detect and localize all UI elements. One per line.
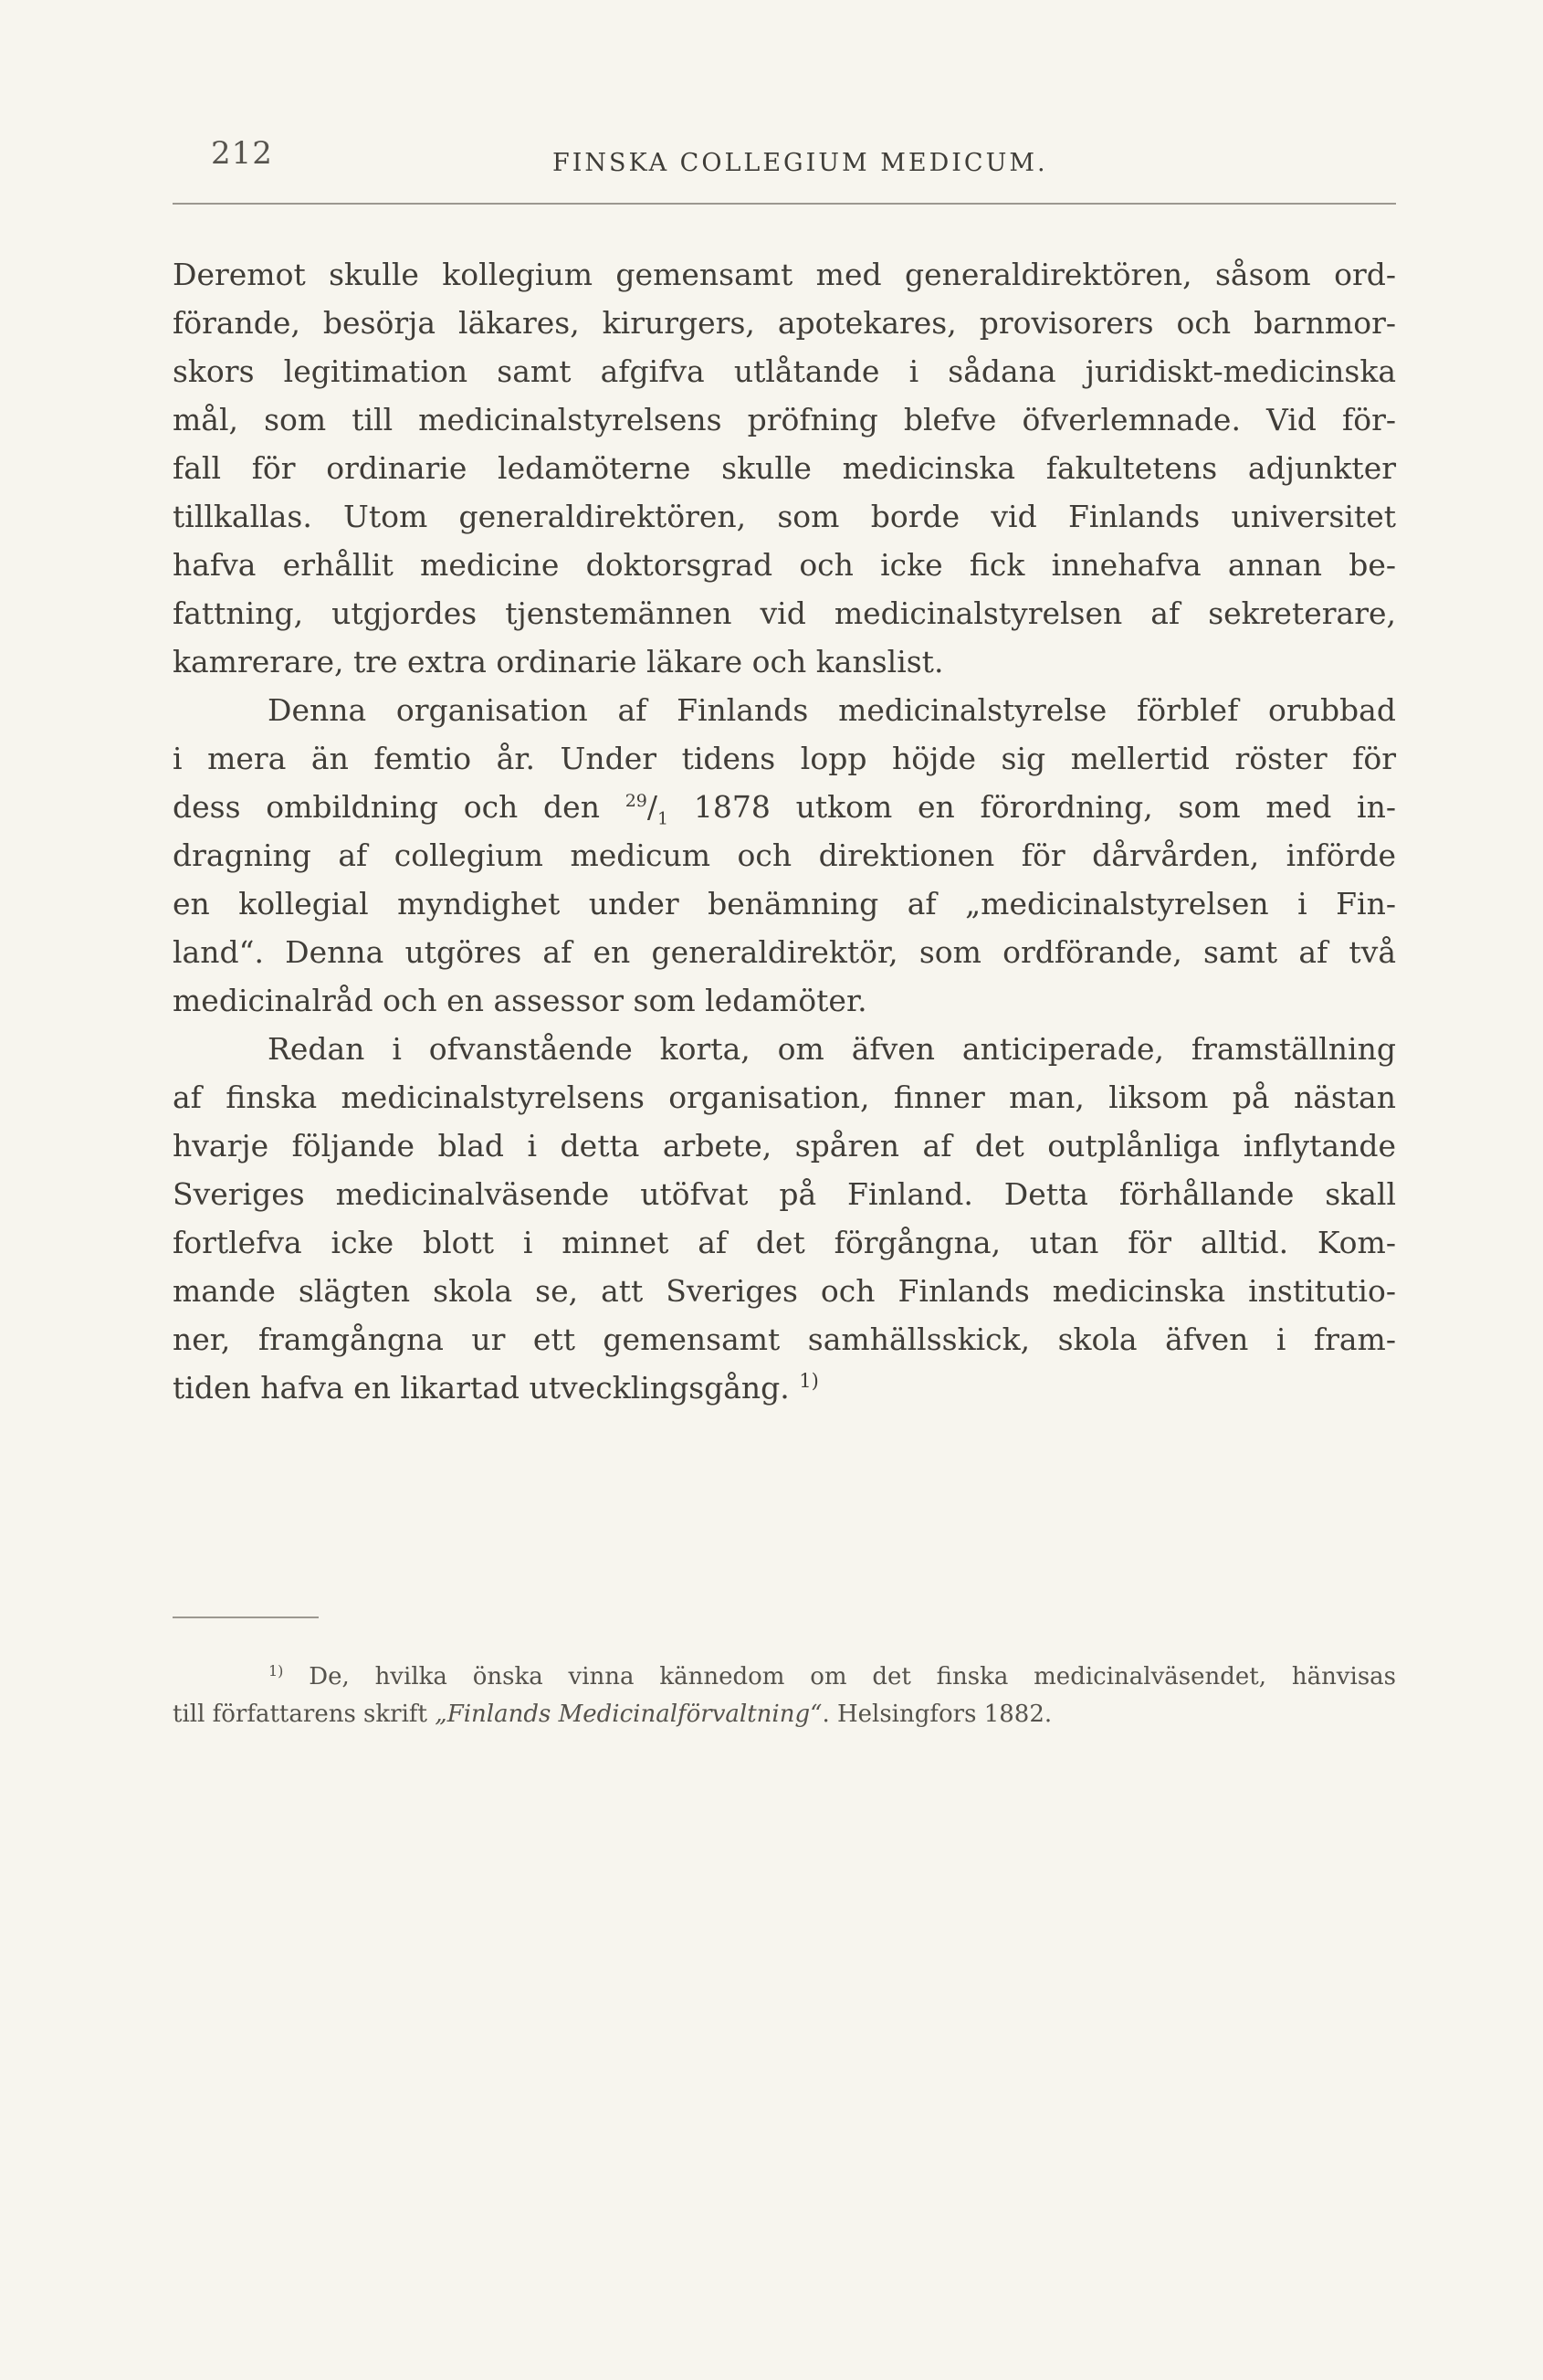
footnote-text: De, hvilka önska vinna kännedom om det finska medicinalväsendet, hänvisas (309, 1663, 1397, 1690)
text-segment: tiden hafva en likartad utvecklingsgång. (173, 1370, 790, 1406)
date-fraction: $^{29}/_1$ (625, 789, 669, 829)
footnote-mark: 1) (268, 1662, 284, 1680)
text-line: hafva erhållit medicine doktorsgrad och icke fick innehafva annan be- (173, 547, 1396, 583)
text-segment: dess ombildning och den (173, 789, 600, 825)
footnote-line (173, 1659, 1396, 1696)
date-denominator: 1 (657, 808, 669, 829)
text-line: Redan i ofvanstående korta, om äfven anticiperade, framställning (268, 1031, 1396, 1067)
text-line: Sveriges medicinalväsende utöfvat på Finland. Detta förhållande skall (173, 1176, 1396, 1212)
text-line: en kollegial myndighet under benämning af „medicinalstyrelsen i Fin- (173, 886, 1396, 921)
text-line: mande slägten skola se, att Sveriges och Finlands medicinska institutio- (173, 1273, 1396, 1309)
footnote-reference[interactable]: 1) (799, 1370, 819, 1392)
page-number: 212 (211, 135, 273, 172)
text-line: Denna organisation af Finlands medicinalstyrelse förblef orubbad (268, 692, 1396, 728)
text-line: mål, som till medicinalstyrelsens pröfning blefve öfverlemnade. Vid för- (173, 402, 1396, 437)
footnote (173, 1659, 1396, 1733)
text-line: fattning, utgjordes tjenstemännen vid medicinalstyrelsen af sekreterare, (173, 595, 1396, 631)
date-numerator: 29 (625, 791, 647, 811)
footnote-rule (173, 1617, 319, 1618)
text-line: kamrerare, tre extra ordinarie läkare och kanslist. (173, 644, 944, 679)
text-line-with-footnote-mark (173, 1364, 1396, 1412)
running-head: FINSKA COLLEGIUM MEDICUM. (552, 149, 1048, 177)
text-line-with-date (173, 783, 1396, 831)
text-segment: 1878 utkom en förordning, som med in- (693, 789, 1397, 825)
footnote-text: . Helsingfors 1882. (822, 1701, 1053, 1728)
footnote-line (173, 1696, 1396, 1733)
text-line: skors legitimation samt afgifva utlåtande i sådana juridiskt-medicinska (173, 353, 1396, 389)
text-line: Deremot skulle kollegium gemensamt med generaldirektören, såsom ord- (173, 257, 1396, 292)
text-line: i mera än femtio år. Under tidens lopp höjde sig mellertid röster för (173, 741, 1396, 776)
body-text (173, 250, 1396, 1412)
text-line: förande, besörja läkares, kirurgers, apotekares, provisorers och barnmor- (173, 305, 1396, 341)
footnote-book-title: „Finlands Medicinalförvaltning“ (435, 1701, 823, 1728)
text-line: ner, framgångna ur ett gemensamt samhällsskick, skola äfven i fram- (173, 1322, 1396, 1357)
text-line: land“. Denna utgöres af en generaldirektör, som ordförande, samt af två (173, 934, 1396, 970)
text-line: tillkallas. Utom generaldirektören, som borde vid Finlands universitet (173, 499, 1396, 534)
text-line: fortlefva icke blott i minnet af det förgångna, utan för alltid. Kom- (173, 1225, 1396, 1260)
header-rule (173, 203, 1396, 205)
footnote-text: till författarens skrift (173, 1701, 427, 1728)
text-line: af finska medicinalstyrelsens organisation, finner man, liksom på nästan (173, 1079, 1396, 1115)
text-line: fall för ordinarie ledamöterne skulle medicinska fakultetens adjunkter (173, 450, 1396, 486)
text-line: dragning af collegium medicum och direktionen för dårvården, införde (173, 837, 1396, 873)
text-line: hvarje följande blad i detta arbete, spåren af det outplånliga inflytande (173, 1128, 1396, 1164)
text-line: medicinalråd och en assessor som ledamöter. (173, 983, 867, 1018)
